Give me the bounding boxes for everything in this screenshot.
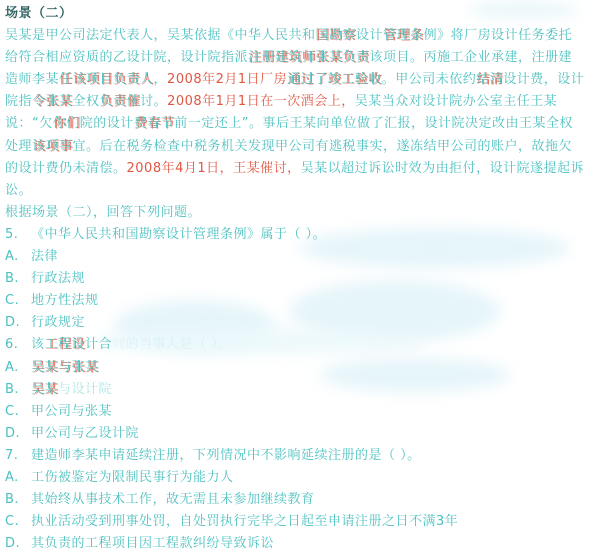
text-run: A. [5,469,19,485]
scenario-paragraph-line-4 [5,91,602,113]
text-run: 甲公司与乙设计院 [31,425,140,441]
text-run: 执业活动受到刑事处罚，自处罚执行完毕之日起至申请注册之日不满3年 [31,514,459,530]
question-6-option-c [5,401,602,423]
text-run: 注册建筑师张某负责 [248,50,370,66]
text-run: B. [5,271,20,287]
text-run: 2008年2月1日厂房 [167,72,288,88]
text-run: 说：“欠 [5,116,53,132]
text-run: 例》将厂房设计任务委托 [423,28,573,44]
text-run: 吴某与张某 [31,359,99,375]
text-run: C. [5,514,20,530]
question-6-option-a [5,357,602,379]
text-run: 你们 [52,116,80,132]
text-run: 5. [5,226,19,242]
scenario-paragraph-line-7 [5,158,602,180]
text-run: 法律 [31,249,59,265]
text-run: 。甲公司未依约 [381,72,477,88]
text-run: 负责催 [99,94,141,110]
text-run: 费春节 [133,116,175,132]
text-run: 地方性法规 [31,293,99,309]
question-7-option-b [5,489,602,511]
text-run: 吴某以超过诉讼时效为由拒付，设计院遂提起诉 [300,160,585,176]
question-7-stem [5,445,602,467]
text-run: 该项事 [32,138,73,154]
question-5-option-a [5,246,602,268]
text-run: 任该项目负责人 [59,72,154,88]
scenario-paragraph-line-3 [5,69,602,91]
scenario-paragraph-line-8 [5,180,602,202]
text-run: 前一定还上”。事后王某向单位做了汇报，设计院决定改由王某全权 [174,116,574,132]
text-run: D. [5,425,21,441]
text-run: 计合 [85,337,113,353]
text-run: 处理 [5,138,33,154]
text-run: 该 [31,337,45,353]
question-6-option-d [5,423,602,445]
text-run: 设计 [356,28,384,44]
text-run: 2008年4月1日，王某催讨， [126,160,301,176]
text-run: 行政规定 [31,315,86,331]
text-run: B. [5,492,20,508]
text-run: 场景（二） [5,6,73,21]
text-run: C. [5,403,20,419]
text-run: 宜。后在税务检查中税务机关发现甲公司有逃税事实，遂冻结甲公司的账户，故拖欠 [72,138,573,154]
scenario-paragraph-line-2 [5,47,602,69]
question-6-stem [5,334,602,356]
text-run: 设计费，设计 [503,72,585,88]
text-run: 管理条 [383,28,424,44]
text-run: 造师李某 [5,72,60,88]
text-run: 根据场景（二），回答下列问题。 [5,204,202,220]
answer-prompt [5,202,602,224]
text-run: A. [5,359,19,375]
text-run: C. [5,293,20,309]
text-run: 甲公司与张某 [31,403,113,419]
text-run: 建造师李某申请延续注册，下列情况中不影响延续注册的是（ ）。 [31,447,421,463]
text-run: 《中华人民共和国勘察设计管理条例》属于（ ）。 [31,226,327,242]
text-run: 讼。 [5,182,33,198]
text-run: ， [153,72,168,88]
text-run: 的设计费仍未清偿。 [5,160,127,176]
text-run: 工程设 [44,337,86,353]
question-7-option-d [5,533,602,555]
text-run: 令张某 [32,94,73,110]
text-run: 全权 [72,94,100,110]
text-run: 给符合相应资质的乙设计院，设计院指派 [5,50,249,66]
text-run: 工伤被鉴定为限制民事行为能力人 [31,469,234,485]
scenario-title [5,3,602,25]
text-run: 同的当事人是（ ）。 [112,337,232,353]
question-5-option-b [5,268,602,290]
text-run: 7. [5,447,19,463]
text-run: D. [5,536,21,552]
text-run: 其始终从事技术工作，故无需且未参加继续教育 [31,492,315,508]
text-run: 院的设计 [79,116,134,132]
text-run: 讨。 [140,94,168,110]
text-run: 国勘察 [315,28,357,44]
text-run: 2008年1月1日在一次酒会上， [167,94,355,110]
question-7-option-c [5,511,602,533]
text-run: 吴某是甲公司法定代表人，吴某依据《中华人民共和 [5,28,316,44]
question-6-option-b [5,379,602,401]
scenario-paragraph-line-5 [5,113,602,135]
scenario-paragraph-line-6 [5,136,602,158]
question-5-option-d [5,312,602,334]
text-run: 院指 [5,94,33,110]
text-run: 通过了竣工验收 [287,72,382,88]
text-run: 其负责的工程项目因工程款纠纷导致诉讼 [31,536,275,552]
scenario-paragraph-line-1 [5,25,602,47]
question-7-option-a [5,467,602,489]
question-5-stem [5,224,602,246]
text-run: B. [5,381,20,397]
text-run: 行政法规 [31,271,86,287]
text-run: 吴某当众对设计院办公室主任王某 [354,94,558,110]
text-run: 该项目。丙施工企业承建，注册建 [369,50,573,66]
text-run: 6. [5,337,19,353]
text-run: 吴某 [31,381,59,397]
text-run: 结清 [476,72,504,88]
text-run: D. [5,315,21,331]
text-run: A. [5,249,19,265]
question-5-option-c [5,290,602,312]
text-run: 与设计院 [58,381,113,397]
